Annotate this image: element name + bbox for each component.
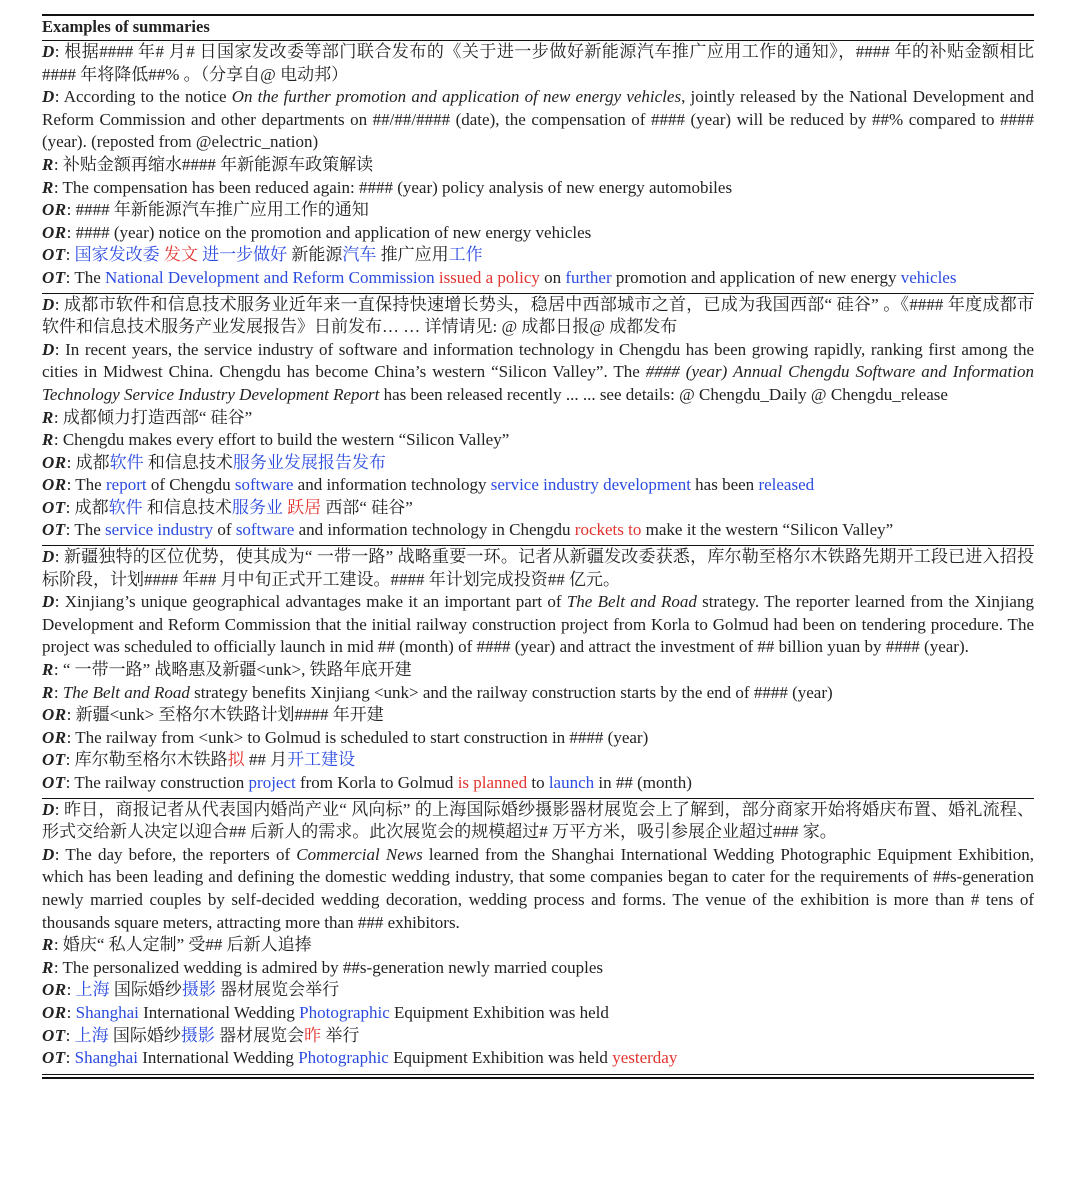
summary-line	[42, 682, 1034, 705]
line-text: promotion and application of new energy	[611, 267, 901, 287]
summary-line	[42, 177, 1034, 200]
italic-title: The Belt and Road	[566, 592, 697, 612]
summary-line	[42, 154, 1034, 177]
line-tag: D	[42, 294, 55, 314]
summary-line	[42, 452, 1034, 475]
line-text: : The day before, the reporters of	[54, 844, 297, 864]
line-text: 举行	[321, 1025, 360, 1045]
highlight-blue: 国家发改委	[74, 245, 160, 265]
summary-line	[42, 844, 1034, 934]
highlight-red: 发文	[163, 245, 198, 265]
line-text: has been released recently ... ... see details: @ Chengdu_Daily @ Chengdu_release	[379, 384, 948, 404]
highlight-blue: National Development and Reform Commission	[105, 267, 435, 287]
highlight-blue: 上海	[75, 980, 110, 1000]
line-tag: D	[42, 547, 55, 567]
line-text: : Xinjiang’s unique geographical advantages make it an important part of	[54, 592, 567, 612]
line-text: : The	[65, 267, 106, 287]
line-tag: OR	[42, 452, 67, 472]
summary-line	[42, 1025, 1034, 1048]
line-tag: R	[42, 177, 54, 197]
line-text: and information technology	[293, 475, 491, 495]
summary-line	[42, 339, 1034, 407]
line-text: : 新疆<unk> 至格尔木铁路计划#### 年开建	[66, 705, 384, 725]
line-text: : 成都市软件和信息技术服务业近年来一直保持快速增长势头，稳居中西部城市之首，已成为我国西部“ 硅谷” 。《#### 年度成都市软件和信息技术服务产业发展报告》日前发布… … 详情请见: @ 成都日报@ 成都发布	[42, 294, 1034, 337]
highlight-blue: 摄影	[180, 1025, 215, 1045]
highlight-blue: 工作	[448, 245, 483, 265]
line-tag: OR	[42, 980, 67, 1000]
line-text: to	[527, 773, 549, 792]
highlight-red: 跃居	[287, 497, 322, 517]
italic-title: The Belt and Road	[62, 682, 190, 702]
highlight-blue: report	[105, 475, 147, 495]
highlight-blue: 软件	[109, 452, 144, 472]
summary-line	[42, 497, 1034, 520]
line-tag: R	[42, 660, 54, 680]
line-text: : #### (year) notice on the promotion and application of new energy vehicles	[66, 222, 592, 242]
line-tag: OR	[42, 200, 67, 220]
line-text: of	[213, 520, 236, 540]
example-section-2	[42, 294, 1034, 543]
line-text: Equipment Exhibition was held	[389, 1002, 609, 1022]
line-text: : 成都	[66, 452, 110, 472]
line-tag: OT	[42, 267, 66, 287]
highlight-blue: Shanghai	[75, 1002, 139, 1022]
line-text: , jointly released by the National Development and Reform Commission and other departments on ##/##/#### (date), the compensation of #### (year) will be reduced by ##% compared to #### (year). (reposted from @electric_nation)	[42, 87, 1034, 152]
line-text: : In recent years, the service industry of software and information technology in Chengdu has been growing rapidly, ranking first among the cities in Midwest China. Chengdu has become China’s western “Silicon Valley”. The	[42, 339, 1034, 382]
highlight-blue: service industry development	[490, 475, 691, 495]
summary-line	[42, 519, 1034, 542]
table-bottom-rule-1	[42, 1074, 1034, 1075]
highlight-blue: project	[248, 773, 296, 792]
highlight-blue: further	[565, 267, 612, 287]
line-tag: OT	[42, 497, 66, 517]
line-text: : 昨日，商报记者从代表国内婚尚产业“ 风向标” 的上海国际婚纱摄影器材展览会上了解到，部分商家开始将婚庆布置、婚礼流程、形式交给新人决定以迎合## 后新人的需求。此次展览会的规模超过# 万平方米，吸引参展企业超过### 家。	[42, 799, 1034, 842]
highlight-blue: service industry	[105, 520, 214, 540]
highlight-blue: released	[758, 475, 815, 495]
italic-title: #### (year) Annual Chengdu Software and Information Technology Service Industry Development Report	[42, 362, 1034, 404]
example-section-3	[42, 546, 1034, 795]
line-text: : 成都倾力打造西部“ 硅谷”	[53, 407, 253, 427]
line-tag: R	[42, 154, 54, 174]
line-tag: OR	[42, 727, 67, 747]
summary-line	[42, 772, 1034, 795]
line-tag: D	[42, 42, 55, 61]
summary-line	[42, 41, 1034, 86]
table-bottom-rule-2	[42, 1077, 1034, 1079]
highlight-blue: 摄影	[181, 980, 216, 1000]
line-tag: OT	[42, 750, 66, 770]
line-tag: R	[42, 935, 54, 955]
line-text: 国际婚纱	[108, 1025, 181, 1045]
summary-line	[42, 749, 1034, 772]
highlight-blue: vehicles	[900, 267, 957, 287]
line-tag: OR	[42, 475, 67, 495]
line-text: :	[65, 1048, 75, 1068]
line-text: : 新疆独特的区位优势，使其成为“ 一带一路” 战略重要一环。记者从新疆发改委获悉，库尔勒至格尔木铁路先期开工段已进入招投标阶段，计划#### 年## 月中旬正式开工建设。#### 年计划完成投资## 亿元。	[42, 547, 1034, 589]
highlight-blue: Shanghai	[74, 1048, 138, 1068]
line-text: : #### 年新能源汽车推广应用工作的通知	[66, 200, 369, 220]
highlight-blue: 服务业发展报告发布	[232, 452, 386, 472]
highlight-blue: 上海	[74, 1025, 109, 1045]
summary-line	[42, 934, 1034, 957]
summary-line	[42, 591, 1034, 659]
highlight-blue: 开工建设	[287, 750, 356, 770]
line-text: make it the western “Silicon Valley”	[641, 520, 894, 540]
italic-title: Commercial News	[296, 844, 423, 864]
highlight-blue: Photographic	[299, 1002, 390, 1022]
line-text: : 库尔勒至格尔木铁路	[65, 750, 228, 770]
line-tag: R	[42, 957, 54, 977]
line-text: : The personalized wedding is admired by ##s-generation newly married couples	[53, 957, 604, 977]
line-text: : The compensation has been reduced again: #### (year) policy analysis of new energy automobiles	[53, 177, 733, 197]
line-text: learned from the Shanghai International Wedding Photographic Equipment Exhibition, which has been leading and defining the domestic wedding industry, that some companies began to cater for the requirements of ##s-generation newly married couples by self-decided wedding decoration, wedding process and forms. The venue of the exhibition is more than # tens of thousands square meters, attracting more than ### exhibitors.	[42, 844, 1034, 932]
line-text: : Chengdu makes every effort to build the western “Silicon Valley”	[53, 430, 510, 450]
line-text: ## 月	[244, 750, 288, 770]
summary-line	[42, 429, 1034, 452]
line-text: : 根据#### 年# 月# 日国家发改委等部门联合发布的《关于进一步做好新能源汽车推广应用工作的通知》，#### 年的补贴金额相比#### 年将降低##% 。（分享自@ 电动邦）	[42, 42, 1034, 84]
line-tag: R	[42, 682, 54, 702]
line-text: strategy benefits Xinjiang <unk> and the railway construction starts by the end of #### (year)	[189, 682, 833, 702]
line-text: has been	[690, 475, 759, 495]
line-tag: D	[42, 844, 55, 864]
line-text: from Korla to Golmud	[295, 773, 458, 792]
summary-line	[42, 546, 1034, 591]
highlight-blue: 汽车	[342, 245, 377, 265]
line-text: on	[539, 267, 566, 287]
line-tag: D	[42, 87, 55, 107]
line-tag: OT	[42, 773, 66, 792]
line-tag: OT	[42, 520, 66, 540]
summary-line	[42, 1002, 1034, 1025]
line-text: : 成都	[65, 497, 109, 517]
highlight-red: 昨	[304, 1025, 322, 1045]
line-text: 西部“ 硅谷”	[321, 497, 413, 517]
highlight-blue: 进一步做好	[202, 245, 288, 265]
line-tag: OT	[42, 245, 66, 265]
highlight-blue: launch	[548, 773, 595, 792]
italic-title: On the further promotion and application of new energy vehicles	[231, 87, 682, 107]
summary-line	[42, 957, 1034, 980]
summary-line	[42, 294, 1034, 339]
summary-line	[42, 244, 1034, 267]
line-text: :	[66, 980, 76, 1000]
line-text: :	[65, 245, 75, 265]
line-tag: OT	[42, 1025, 66, 1045]
line-text: 新能源	[287, 245, 343, 265]
summary-line	[42, 799, 1034, 844]
line-text: in ## (month)	[594, 773, 692, 792]
line-tag: D	[42, 592, 55, 612]
summary-line	[42, 267, 1034, 290]
line-text: : 婚庆“ 私人定制” 受## 后新人追捧	[53, 935, 312, 955]
line-text: : The railway from <unk> to Golmud is scheduled to start construction in #### (year)	[66, 727, 649, 747]
summary-line	[42, 407, 1034, 430]
table-header: Examples of summaries	[42, 17, 210, 36]
line-text: 器材展览会举行	[215, 980, 340, 1000]
line-text: strategy. The reporter learned from the Xinjiang Development and Reform Commission that the initial railway construction project from Korla to Golmud had been on tendering procedure. The project was scheduled to officially launch in mid ## (month) of #### (year) and attract the investment of ## billion yuan by #### (year).	[42, 592, 1034, 657]
line-text: 国际婚纱	[109, 980, 182, 1000]
summary-line	[42, 979, 1034, 1002]
example-section-1	[42, 41, 1034, 290]
example-section-4	[42, 799, 1034, 1070]
summary-line	[42, 659, 1034, 682]
line-tag: R	[42, 407, 54, 427]
line-tag: OR	[42, 222, 67, 242]
highlight-blue: 软件	[108, 497, 143, 517]
line-text: International Wedding	[137, 1048, 299, 1068]
line-text: International Wedding	[138, 1002, 300, 1022]
line-text: : 补贴金额再缩水#### 年新能源车政策解读	[53, 154, 374, 174]
highlight-red: issued a policy	[438, 267, 540, 287]
summary-line	[42, 1047, 1034, 1070]
line-tag: OR	[42, 1002, 67, 1022]
line-tag: OR	[42, 705, 67, 725]
summary-line	[42, 222, 1034, 245]
line-text: 和信息技术	[143, 452, 233, 472]
line-text: : The	[65, 520, 106, 540]
summary-line	[42, 474, 1034, 497]
line-text: : According to the notice	[54, 87, 232, 107]
line-text: 器材展览会	[214, 1025, 305, 1045]
line-tag: D	[42, 799, 55, 819]
line-tag: R	[42, 430, 54, 450]
highlight-red: rockets to	[574, 520, 642, 540]
highlight-red: yesterday	[612, 1048, 678, 1068]
table-body	[42, 41, 1034, 1070]
line-text: and information technology in Chengdu	[294, 520, 575, 540]
summary-line	[42, 199, 1034, 222]
line-text: :	[53, 682, 63, 702]
highlight-blue: software	[234, 475, 294, 495]
line-tag: OT	[42, 1048, 66, 1068]
highlight-blue: Photographic	[298, 1048, 389, 1068]
line-tag: D	[42, 339, 55, 359]
line-text: :	[66, 1002, 76, 1022]
line-text: 和信息技术	[142, 497, 232, 517]
highlight-blue: 服务业	[231, 497, 283, 517]
highlight-blue: software	[235, 520, 295, 540]
summary-line	[42, 704, 1034, 727]
line-text: : The	[66, 475, 106, 495]
summary-line	[42, 86, 1034, 154]
line-text: : “ 一带一路” 战略惠及新疆<unk>, 铁路年底开建	[53, 660, 412, 680]
line-text: :	[65, 1025, 75, 1045]
highlight-red: is planned	[457, 773, 528, 792]
line-text: Equipment Exhibition was held	[388, 1048, 613, 1068]
line-text: : The railway construction	[65, 773, 249, 792]
line-text: of Chengdu	[146, 475, 235, 495]
summary-line	[42, 727, 1034, 750]
highlight-red: 拟	[227, 750, 245, 770]
line-text: 推广应用	[376, 245, 449, 265]
